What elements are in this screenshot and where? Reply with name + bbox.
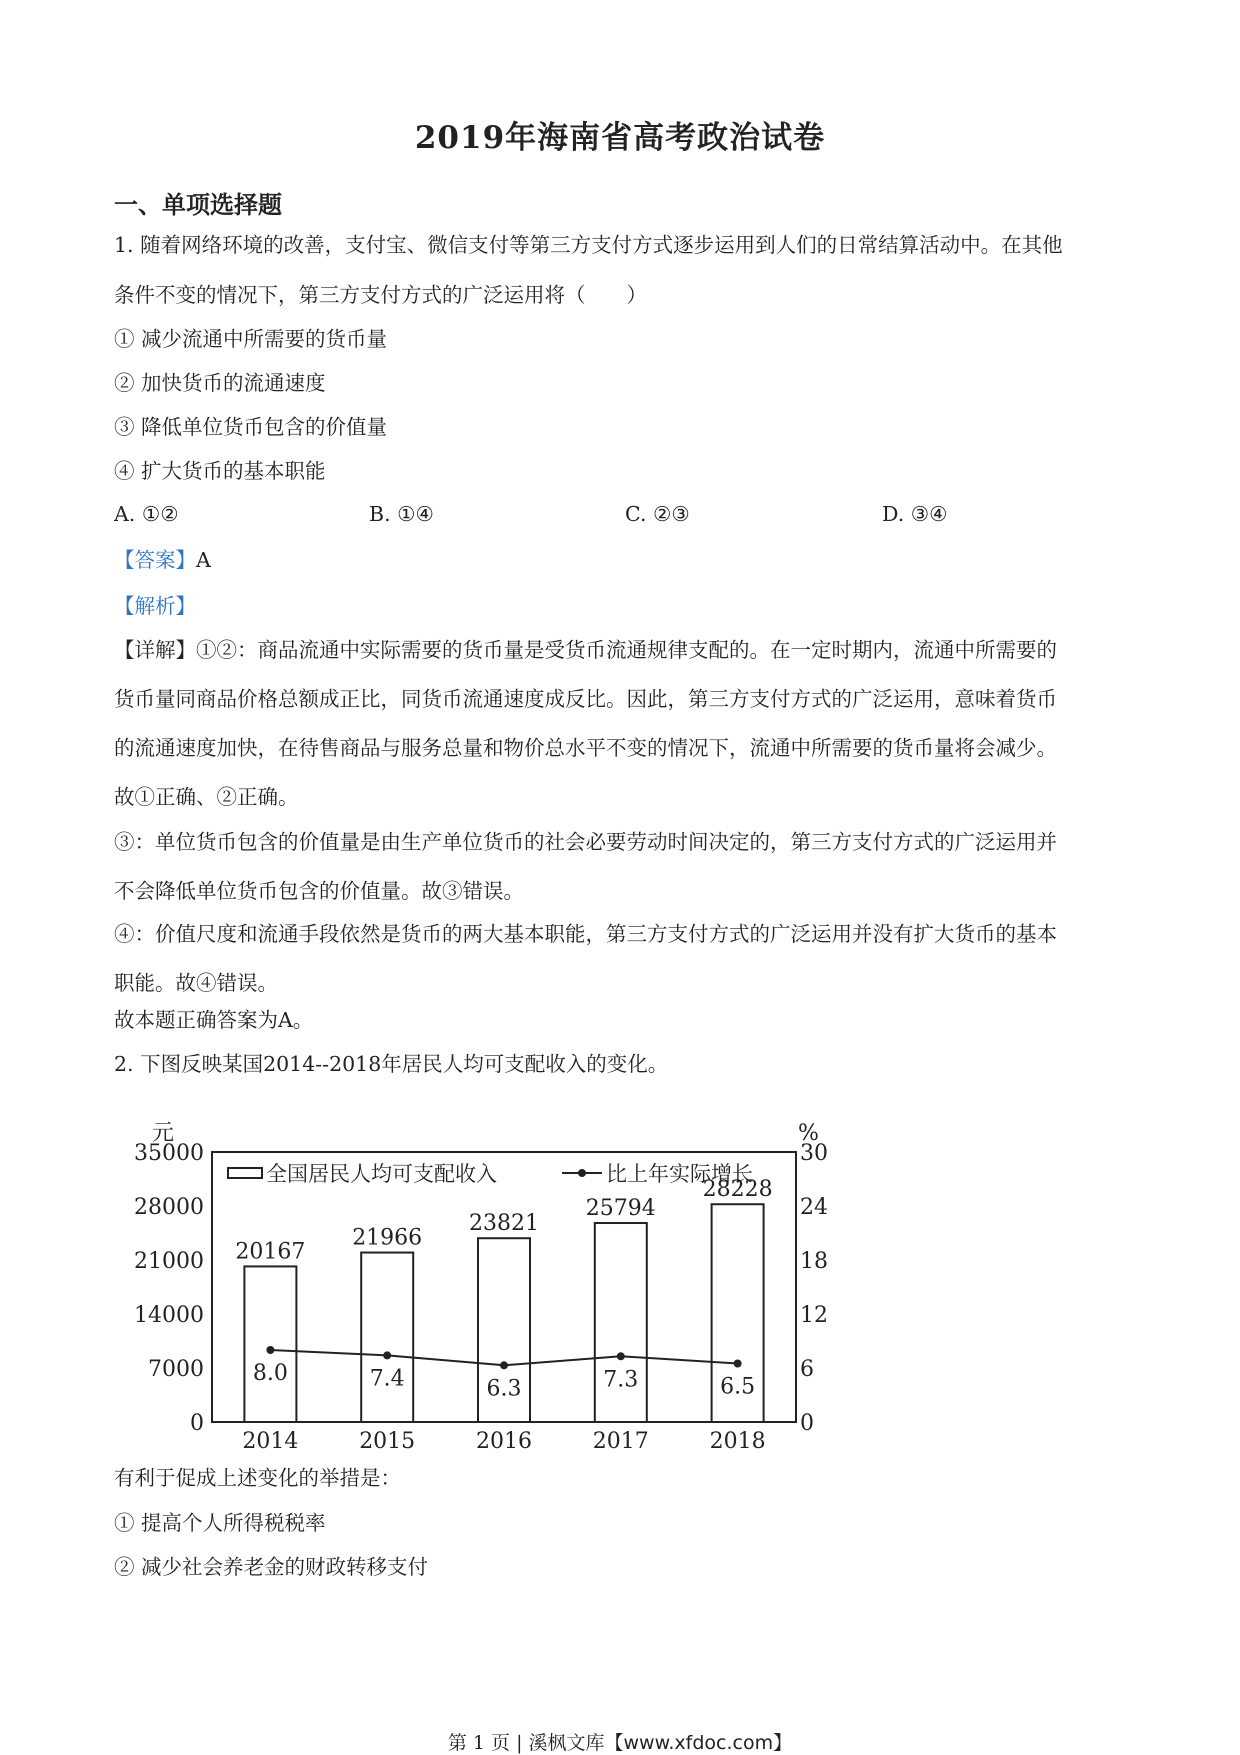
y2-tick-label: 24 [800,1195,828,1220]
q1-detail-line-4: 故①正确、②正确。 [114,785,299,809]
bar-value-label: 28228 [702,1177,773,1203]
page-title: 2019年海南省高考政治试卷 [414,120,826,156]
x-tick-label: 2014 [242,1429,299,1450]
legend-line-marker [578,1169,586,1177]
growth-value-label: 7.3 [603,1367,639,1393]
y2-tick-label: 18 [800,1249,828,1274]
q1-detail-line-1: 【详解】①②：商品流通中实际需要的货币量是受货币流通规律支配的。在一定时期内，流通中所需要的 [114,638,1057,662]
growth-value-label: 7.4 [369,1366,405,1392]
q1-item-2: ② 加快货币的流通速度 [114,371,326,395]
q1-option-b: B. ①④ [369,502,434,526]
bar [361,1253,413,1422]
y2-tick-label: 6 [800,1357,814,1382]
bar-value-label: 21966 [352,1225,423,1251]
q1-analysis-label: 【解析】 [114,594,196,618]
q1-detail-line-9: 故本题正确答案为A。 [114,1008,314,1032]
income-chart [120,1110,840,1450]
q1-detail-line-5: ③：单位货币包含的价值量是由生产单位货币的社会必要劳动时间决定的，第三方支付方式的广泛运用并 [114,830,1057,854]
q1-stem-line-2: 条件不变的情况下，第三方支付方式的广泛运用将（ ） [114,283,647,307]
q1-answer [114,548,211,572]
q2-item-2: ② 减少社会养老金的财政转移支付 [114,1555,429,1579]
legend-bar-swatch [228,1168,262,1178]
x-tick-label: 2015 [359,1429,416,1450]
y-tick-label: 7000 [148,1357,204,1382]
y-axis-label: 元 [152,1121,175,1146]
growth-value-label: 8.0 [252,1361,288,1386]
bar-value-label: 20167 [235,1239,306,1265]
growth-point [734,1360,742,1368]
q1-detail-line-8: 职能。故④错误。 [114,971,278,995]
q1-detail-line-3: 的流通速度加快，在待售商品与服务总量和物价总水平不变的情况下，流通中所需要的货币量将会减少。 [114,736,1057,760]
q2-after-chart: 有利于促成上述变化的举措是： [114,1466,401,1490]
x-tick-label: 2018 [709,1429,766,1450]
y-tick-label: 35000 [134,1141,204,1166]
growth-point [383,1351,391,1359]
y2-tick-label: 12 [800,1303,828,1328]
bar-value-label: 23821 [469,1211,539,1237]
growth-point [500,1361,508,1369]
y-tick-label: 0 [190,1411,204,1436]
y-tick-label: 14000 [134,1303,204,1328]
q1-item-3: ③ 降低单位货币包含的价值量 [114,415,388,439]
q1-detail-line-2: 货币量同商品价格总额成正比，同货币流通速度成反比。因此，第三方支付方式的广泛运用，意味着货币 [114,687,1057,711]
q1-item-1: ① 减少流通中所需要的货币量 [114,327,388,351]
y-tick-label: 28000 [134,1195,204,1220]
q1-option-c: C. ②③ [625,502,690,526]
y2-axis-label: % [798,1121,819,1146]
footer-page: 第 1 页 | 溪枫文库【 [447,1732,624,1754]
section-heading: 一、单项选择题 [114,190,282,219]
q1-option-a: A. ①② [114,502,179,526]
x-tick-label: 2017 [592,1429,649,1450]
growth-value-label: 6.3 [486,1376,522,1402]
q1-detail-line-7: ④：价值尺度和流通手段依然是货币的两大基本职能，第三方支付方式的广泛运用并没有扩大货币的基本 [114,922,1057,946]
legend-bar-label: 全国居民人均可支配收入 [266,1162,497,1186]
growth-point [266,1346,274,1354]
page-footer [0,1728,1240,1755]
q1-option-d: D. ③④ [882,502,948,526]
footer-url[interactable]: www.xfdoc.com [623,1732,774,1754]
legend-line-label: 比上年实际增长 [606,1162,753,1186]
bar [244,1266,296,1422]
y2-tick-label: 30 [800,1141,828,1166]
q2-item-1: ① 提高个人所得税税率 [114,1511,326,1535]
x-tick-label: 2016 [476,1429,532,1450]
q1-item-4: ④ 扩大货币的基本职能 [114,459,326,483]
y2-tick-label: 0 [800,1411,814,1436]
bar-value-label: 25794 [585,1196,656,1222]
q1-detail-line-6: 不会降低单位货币包含的价值量。故③错误。 [114,879,524,903]
q1-stem-line-1: 1. 随着网络环境的改善，支付宝、微信支付等第三方支付方式逐步运用到人们的日常结算活动中。在其他 [114,233,1063,257]
y-tick-label: 21000 [134,1249,204,1274]
growth-point [617,1352,625,1360]
q2-stem: 2. 下图反映某国2014--2018年居民人均可支配收入的变化。 [114,1052,669,1076]
growth-value-label: 6.5 [720,1374,756,1400]
answer-label: 【答案】 [114,548,196,572]
answer-value: A [196,548,211,572]
footer-end: 】 [773,1732,793,1754]
